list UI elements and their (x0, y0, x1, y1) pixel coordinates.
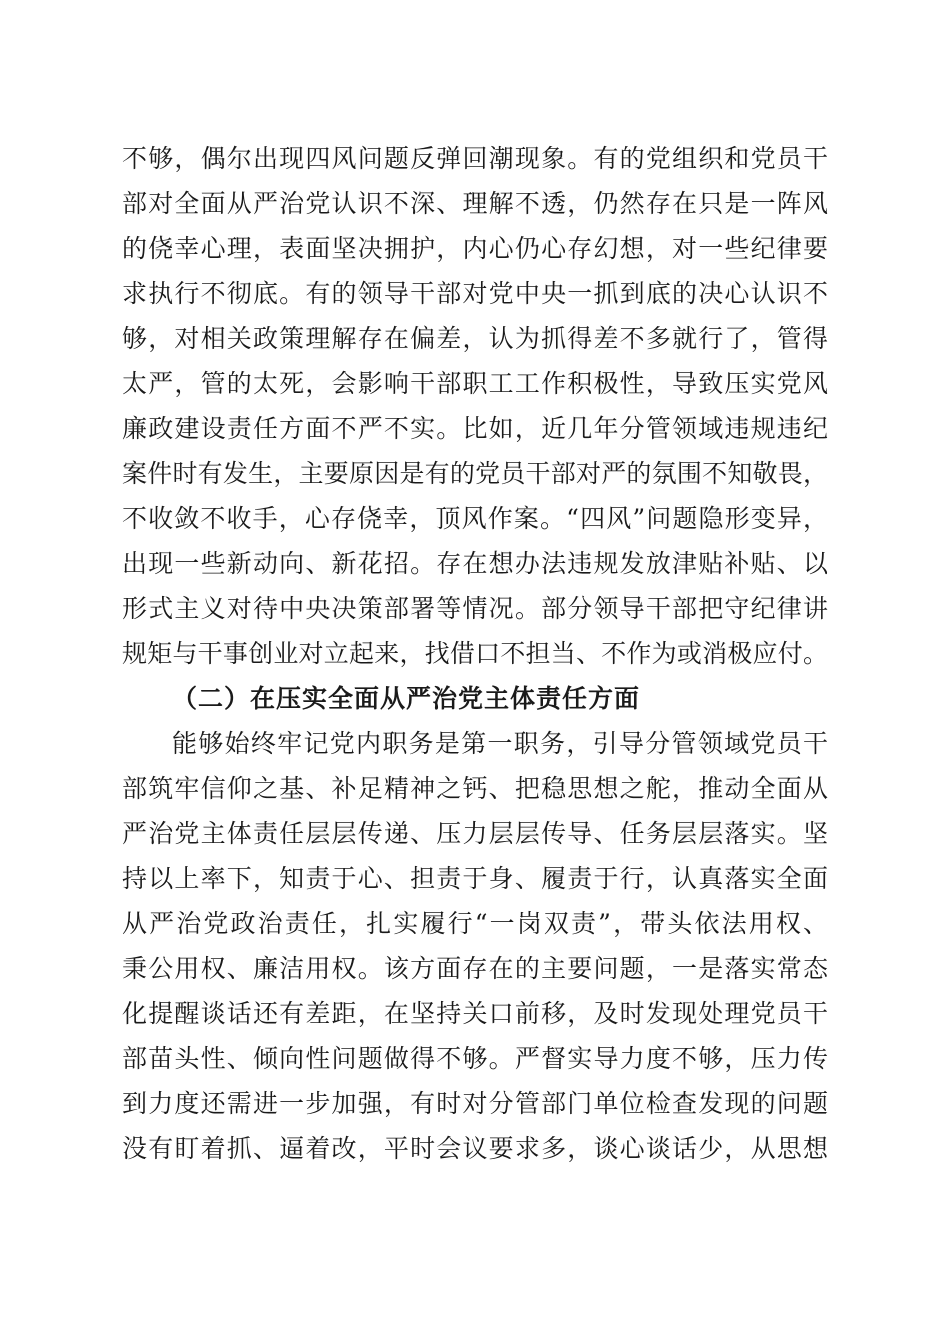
paragraph-2-line-4: 持以上率下，知责于心、担责于身、履责于行，认真落实全面 (122, 864, 828, 893)
paragraph-2-line-9: 到力度还需进一步加强，有时对分管部门单位检查发现的问题 (122, 1089, 828, 1118)
paragraph-2-line-2: 部筑牢信仰之基、补足精神之钙、把稳思想之舵，推动全面从 (122, 774, 828, 803)
paragraph-1-line-11: 形式主义对待中央决策部署等情况。部分领导干部把守纪律讲 (122, 594, 828, 623)
paragraph-1-line-9: 不收敛不收手，心存侥幸，顶风作案。“四风”问题隐形变异， (122, 504, 828, 533)
paragraph-2-line-5: 从严治党政治责任，扎实履行“一岗双责”，带头依法用权、 (122, 909, 828, 938)
paragraph-1-line-3: 的侥幸心理，表面坚决拥护，内心仍心存幻想，对一些纪律要 (122, 234, 828, 263)
paragraph-1-line-1: 不够，偶尔出现四风问题反弹回潮现象。有的党组织和党员干 (122, 144, 828, 173)
paragraph-2-line-6: 秉公用权、廉洁用权。该方面存在的主要问题，一是落实常态 (122, 954, 828, 983)
paragraph-1-line-6: 太严，管的太死，会影响干部职工工作积极性，导致压实党风 (122, 369, 828, 398)
section-heading: （二）在压实全面从严治党主体责任方面 (172, 684, 641, 713)
paragraph-2-line-8: 部苗头性、倾向性问题做得不够。严督实导力度不够，压力传 (122, 1044, 828, 1073)
paragraph-2-line-7: 化提醒谈话还有差距，在坚持关口前移，及时发现处理党员干 (122, 999, 828, 1028)
paragraph-2-line-3: 严治党主体责任层层传递、压力层层传导、任务层层落实。坚 (122, 819, 828, 848)
paragraph-1-line-12: 规矩与干事创业对立起来，找借口不担当、不作为或消极应付。 (122, 639, 828, 668)
paragraph-1-line-7: 廉政建设责任方面不严不实。比如，近几年分管领域违规违纪 (122, 414, 828, 443)
paragraph-1-line-2: 部对全面从严治党认识不深、理解不透，仍然存在只是一阵风 (122, 189, 828, 218)
paragraph-1-line-10: 出现一些新动向、新花招。存在想办法违规发放津贴补贴、以 (122, 549, 828, 578)
paragraph-2-line-1: 能够始终牢记党内职务是第一职务，引导分管领域党员干 (172, 729, 828, 758)
paragraph-1-line-8: 案件时有发生，主要原因是有的党员干部对严的氛围不知敬畏， (122, 459, 828, 488)
paragraph-1-line-5: 够，对相关政策理解存在偏差，认为抓得差不多就行了，管得 (122, 324, 828, 353)
paragraph-1-line-4: 求执行不彻底。有的领导干部对党中央一抓到底的决心认识不 (122, 279, 828, 308)
paragraph-2-line-10: 没有盯着抓、逼着改，平时会议要求多，谈心谈话少，从思想 (122, 1134, 828, 1163)
